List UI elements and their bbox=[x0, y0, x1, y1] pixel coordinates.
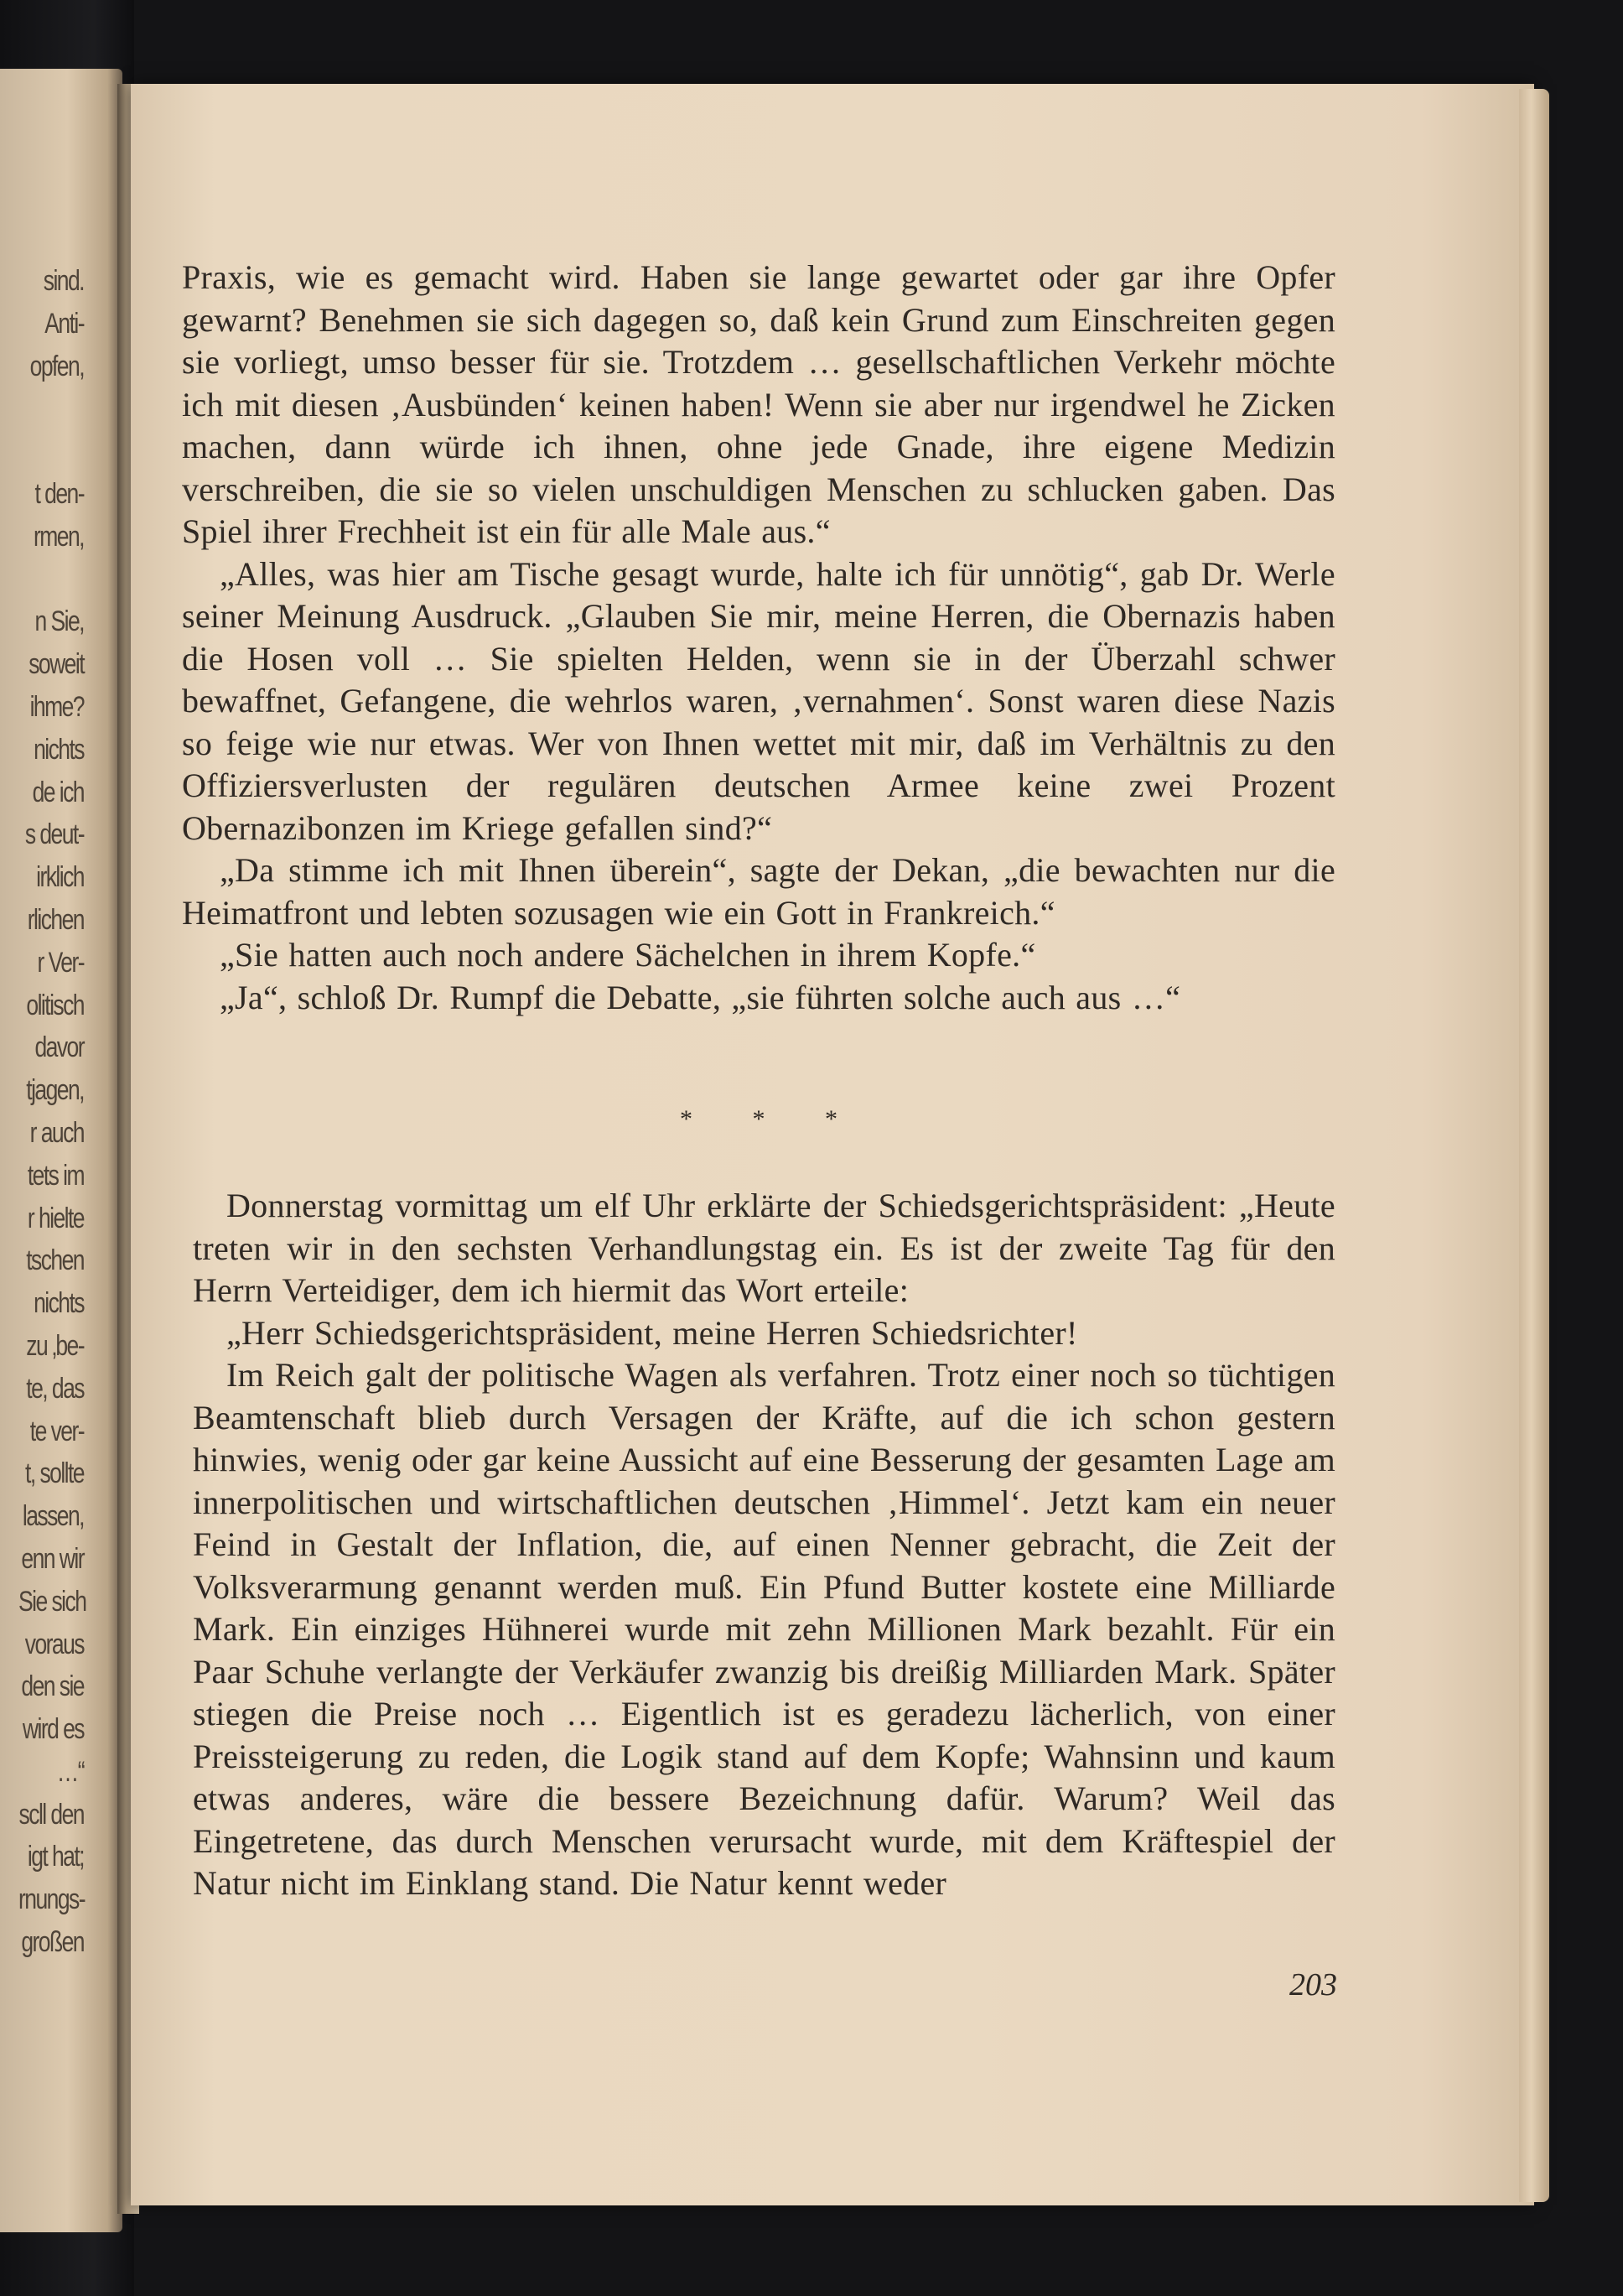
left-page-line: igt hat; bbox=[27, 1841, 84, 1873]
left-page-line: s deut- bbox=[24, 818, 84, 851]
paragraph: „Ja“, schloß Dr. Rumpf die Debatte, „sie führten solche auch aus …“ bbox=[220, 978, 1181, 1016]
page-number: 203 bbox=[1289, 1967, 1337, 2003]
left-page-line: rlichen bbox=[27, 903, 85, 936]
left-page-line: irklich bbox=[36, 861, 84, 894]
paragraph: Im Reich galt der politische Wagen als verfahren. Trotz einer noch so tüchtigen Beamtenschaft blieb durch Versagen der Kräfte, auf die ich schon gestern hinwies, wenig oder gar keine Aussicht auf eine Besserung der gesamten Lage am innerpolitischen und wirtschaftlichen deutschen ‚Himmel‘. Jetzt kam ein neuer Feind in Gestalt der Inflation, die, auf einen Nenner gebracht, die Zeit der Volksverarmung genannt werden muß. Ein Pfund Butter kostete eine Milliarde Mark. Ein einziges Hühnerei wurde mit zehn Millionen Mark bezahlt. Für ein Paar Schuhe verlangte der Verkäufer zwanzig bis dreißig Milliarden Mark. Später stiegen die Preise noch … Eigentlich ist es geradezu lächerlich, von einer Preissteigerung zu reden, die Logik stand auf dem Kopfe; Wahnsinn und kaum etwas anderes, wäre die bessere Bezeichnung dafür. Warum? Weil das Eingetretene, das durch Menschen verursacht wurde, mit dem Kräftespiel der Natur nicht im Einklang stand. Die Natur kennt weder bbox=[193, 1356, 1335, 1902]
left-page bbox=[0, 69, 122, 2232]
left-page-line: nichts bbox=[34, 733, 84, 766]
left-page-line: scll den bbox=[18, 1798, 85, 1831]
left-page-line: …“ bbox=[56, 1755, 84, 1788]
left-page-line: Sie sich bbox=[18, 1585, 86, 1618]
left-page-line bbox=[18, 558, 84, 601]
left-page-line: rnungs- bbox=[18, 1883, 85, 1916]
paragraph: „Da stimme ich mit Ihnen überein“, sagte der Dekan, „die bewachten nur die Heimatfront und lebten sozusagen wie ein Gott in Frankreich.“ bbox=[182, 851, 1335, 932]
left-page-line: Anti- bbox=[44, 307, 84, 340]
left-page-line: soweit bbox=[29, 648, 84, 681]
left-page-line: sind. bbox=[43, 265, 84, 297]
left-page-line bbox=[18, 430, 84, 473]
left-page-line: tschen bbox=[26, 1244, 85, 1277]
left-page-line: lassen, bbox=[22, 1500, 84, 1533]
left-page-line: ihme? bbox=[29, 690, 85, 723]
paragraph: „Herr Schiedsgerichtspräsident, meine Herren Schiedsrichter! bbox=[226, 1313, 1078, 1352]
left-page-line: enn wir bbox=[21, 1542, 85, 1575]
left-page-line: n Sie, bbox=[34, 605, 84, 638]
left-page-line: r Ver- bbox=[37, 946, 84, 979]
paragraph: „Alles, was hier am Tische gesagt wurde, halte ich für unnötig“, gab Dr. Werle seiner Meinung Ausdruck. „Glauben Sie mir, meine Herren, die Obernazis haben die Hosen voll … Sie spielten Helden, wenn sie in der Überzahl schwer bewaffnet, Gefangene, die wehrlos waren, ‚vernahmen‘. Sonst waren diese Nazis so feige wie nur etwas. Wer von Ihnen wettet mit mir, daß im Verhältnis zu den Offiziersverlusten der regulären deutschen Armee keine zwei Prozent Obernazibonzen im Kriege gefallen sind?“ bbox=[182, 554, 1335, 847]
left-page-line: nichts bbox=[34, 1287, 84, 1320]
left-page-line: t, sollte bbox=[25, 1457, 84, 1490]
left-page-line: r auch bbox=[29, 1116, 84, 1149]
left-page-line: olitisch bbox=[26, 989, 84, 1021]
right-page-edge bbox=[1519, 89, 1549, 2202]
left-page-line: großen bbox=[21, 1926, 84, 1959]
paragraph: Donnerstag vormittag um elf Uhr erklärte der Schiedsgerichtspräsident: „Heute treten wir in den sechsten Verhandlungstag ein. Es ist der zweite Tag für den Herrn Verteidiger, dem ich hiermit das Wort erteile: bbox=[193, 1187, 1335, 1309]
left-page-line: davor bbox=[34, 1031, 84, 1064]
left-page-line: r hielte bbox=[27, 1202, 85, 1234]
section-separator: * * * bbox=[680, 1105, 837, 1133]
left-page-line: zu ‚be- bbox=[26, 1329, 84, 1362]
paragraph: „Sie hatten auch noch andere Sächelchen in ihrem Kopfe.“ bbox=[220, 936, 1036, 974]
left-page-fragments bbox=[18, 260, 84, 1964]
left-page-line: den sie bbox=[21, 1670, 84, 1703]
left-page-line: wird es bbox=[22, 1713, 85, 1746]
left-page-line: te, das bbox=[26, 1372, 85, 1405]
left-page-line: tets im bbox=[27, 1159, 85, 1192]
left-page-line: tjagen, bbox=[26, 1074, 85, 1107]
left-page-line: t den- bbox=[34, 477, 84, 510]
left-page-line: voraus bbox=[24, 1628, 84, 1660]
left-page-line: opfen, bbox=[29, 350, 84, 382]
section-1 bbox=[182, 257, 1335, 1019]
left-page-line: rmen, bbox=[34, 520, 84, 553]
left-page-line: te ver- bbox=[29, 1415, 84, 1447]
left-page-line: de ich bbox=[32, 776, 84, 808]
paragraph: Praxis, wie es gemacht wird. Haben sie lange gewartet oder gar ihre Opfer gewarnt? Benehmen sie sich dagegen so, daß kein Grund zum Einschreiten gegen sie vorliegt, umso besser für sie. Trotzdem … gesellschaftlichen Verkehr möchte ich mit diesen ‚Ausbünden‘ keinen haben! Wenn sie aber nur irgendwel he Zicken machen, dann würde ich ihnen, ohne jede Gnade, ihre eigene Medizin verschreiben, die sie so vielen unschuldigen Menschen zu schlucken gaben. Das Spiel ihrer Frechheit ist ein für alle Male aus.“ bbox=[182, 258, 1335, 550]
left-page-line bbox=[18, 387, 84, 430]
section-2 bbox=[193, 1185, 1335, 1905]
